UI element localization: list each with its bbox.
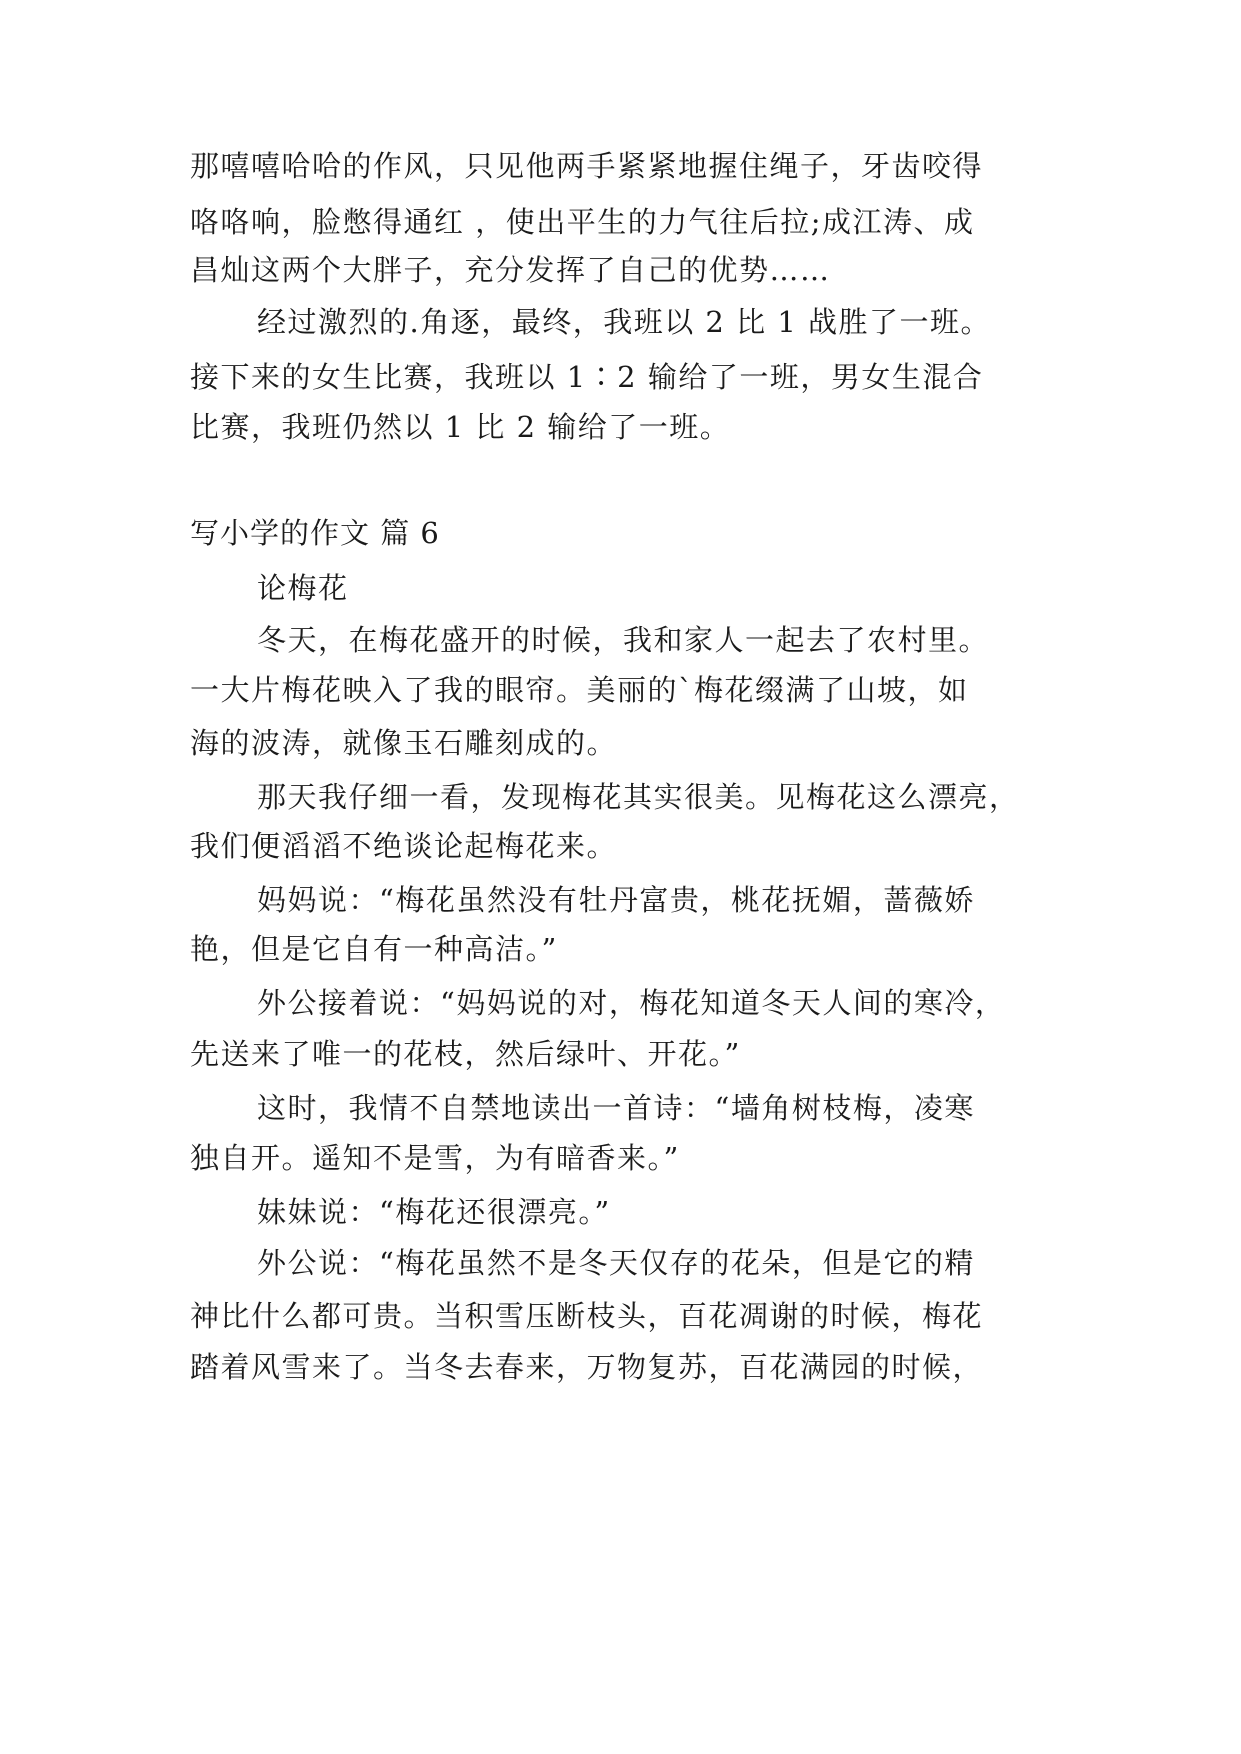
text-line: 艳，但是它自有一种高洁。” — [190, 932, 558, 966]
text-line: 比赛，我班仍然以 1 比 2 输给了一班。 — [190, 410, 731, 444]
text-line: 我们便滔滔不绝谈论起梅花来。 — [190, 829, 618, 863]
paragraph-first-line: 冬天，在梅花盛开的时候，我和家人一起去了农村里。 — [257, 623, 990, 657]
text-line: 踏着风雪来了。当冬去春来，万物复苏，百花满园的时候， — [190, 1350, 984, 1384]
text-line: 接下来的女生比赛，我班以 1∶2 输给了一班，男女生混合 — [190, 360, 984, 394]
paragraph-first-line: 妹妹说：“梅花还很漂亮。” — [257, 1195, 611, 1229]
paragraph-first-line: 经过激烈的.角逐，最终，我班以 2 比 1 战胜了一班。 — [257, 305, 991, 339]
text-line: 昌灿这两个大胖子，充分发挥了自己的优势…… — [190, 253, 831, 287]
text-line: 先送来了唯一的花枝，然后绿叶、开花。” — [190, 1037, 741, 1071]
text-line: 一大片梅花映入了我的眼帘。美丽的`梅花缀满了山坡，如 — [190, 673, 969, 707]
text-line: 海的波涛，就像玉石雕刻成的。 — [190, 726, 618, 760]
paragraph-first-line: 那天我仔细一看，发现梅花其实很美。见梅花这么漂亮， — [257, 780, 1020, 814]
paragraph-first-line: 外公接着说：“妈妈说的对，梅花知道冬天人间的寒冷， — [257, 986, 1006, 1020]
text-line: 咯咯响，脸憋得通红 ，使出平生的力气往后拉;成江涛、成 — [190, 205, 975, 239]
article-title: 论梅花 — [257, 571, 349, 605]
text-line: 那嘻嘻哈哈的作风，只见他两手紧紧地握住绳子，牙齿咬得 — [190, 149, 984, 183]
paragraph-first-line: 妈妈说：“梅花虽然没有牡丹富贵，桃花抚媚，蔷薇娇 — [257, 883, 975, 917]
text-line: 神比什么都可贵。当积雪压断枝头，百花凋谢的时候，梅花 — [190, 1299, 984, 1333]
paragraph-first-line: 外公说：“梅花虽然不是冬天仅存的花朵，但是它的精 — [257, 1246, 975, 1280]
text-line: 独自开。遥知不是雪，为有暗香来。” — [190, 1141, 680, 1175]
section-heading: 写小学的作文 篇 6 — [190, 516, 440, 550]
paragraph-first-line: 这时，我情不自禁地读出一首诗：“墙角树枝梅，凌寒 — [257, 1091, 975, 1125]
